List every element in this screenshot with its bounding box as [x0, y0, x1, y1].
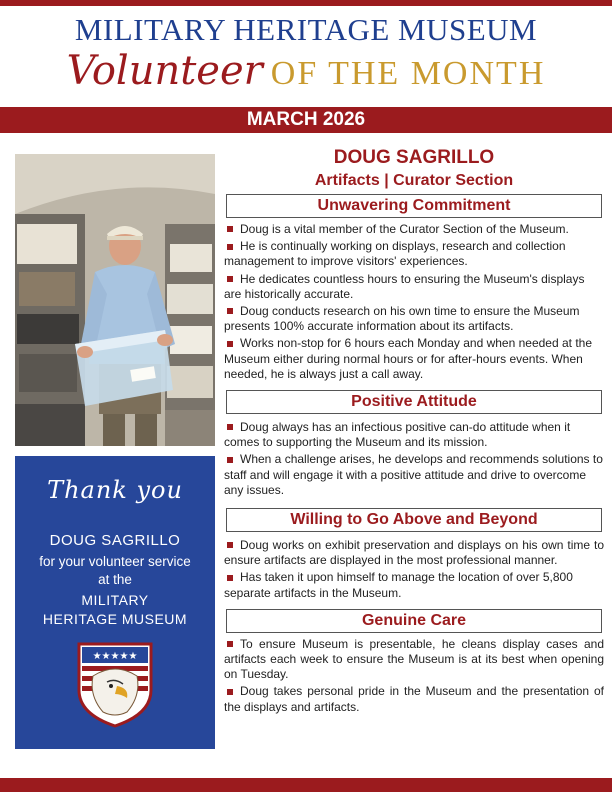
thank-you-line-2: at the — [98, 572, 132, 587]
month-banner — [0, 107, 612, 133]
bullet-item: Works non-stop for 6 hours each Monday and when needed at the Museum either during normal hours or for after-hours events. When needed, he is always just a call away. — [224, 336, 593, 381]
thank-you-museum-line-1: MILITARY — [81, 592, 149, 608]
bullet-square-icon — [227, 575, 233, 581]
section-heading: Willing to Go Above and Beyond — [226, 508, 602, 532]
volunteer-name: DOUG SAGRILLO — [333, 147, 495, 168]
bullet-square-icon — [227, 457, 233, 463]
bullet-item: Doug takes personal pride in the Museum and the presentation of the displays and artifacts. — [224, 684, 604, 714]
thank-you-script: Thank you — [47, 476, 183, 504]
thank-you-name: DOUG SAGRILLO — [49, 532, 181, 549]
program-title-rest: OF THE MONTH — [270, 55, 546, 92]
thank-you-panel — [15, 456, 215, 749]
section-heading: Unwavering Commitment — [226, 194, 602, 218]
bullet-item: Doug works on exhibit preservation and displays on his own time to ensure artifacts are displayed in the most professional manner. — [224, 538, 604, 568]
bullet-item: When a challenge arises, he develops and recommends solutions to staff and will engage it with a positive attitude and drive to overcome any issues. — [224, 452, 603, 497]
bullet-square-icon — [227, 341, 233, 347]
bullet-item: To ensure Museum is presentable, he cleans display cases and artifacts each week to ensure the Museum is at its best when opening on Tuesday. — [224, 636, 604, 682]
bullet-square-icon — [227, 424, 233, 430]
bullet-square-icon — [227, 689, 233, 695]
bullet-item: Doug always has an infectious positive can-do attitude when it comes to supporting the Museum and its mission. — [224, 420, 571, 450]
bullet-item: He is continually working on displays, research and collection management to improve visitors' experiences. — [224, 239, 566, 269]
bullet-square-icon — [227, 226, 233, 232]
section-heading: Positive Attitude — [226, 390, 602, 414]
program-title — [0, 48, 612, 94]
volunteer-photo-illustration — [15, 154, 215, 446]
bottom-accent-bar — [0, 778, 612, 792]
bullet-square-icon — [227, 542, 233, 548]
bullet-item: Doug is a vital member of the Curator Section of the Museum. — [224, 222, 604, 237]
month-label: MARCH 2026 — [246, 109, 366, 130]
bullet-square-icon — [227, 276, 233, 282]
bullet-square-icon — [227, 308, 233, 314]
volunteer-photo — [15, 154, 215, 446]
program-title-script: Volunteer — [66, 48, 263, 94]
bullet-item: He dedicates countless hours to ensuring the Museum's displays are historically accurate. — [224, 271, 585, 301]
bullet-item: Has taken it upon himself to manage the location of over 5,800 separate artifacts in the Museum. — [224, 570, 573, 600]
thank-you-museum-line-2: HERITAGE MUSEUM — [42, 611, 188, 627]
volunteer-role: Artifacts | Curator Section — [314, 172, 514, 189]
bullet-square-icon — [227, 641, 233, 647]
section-heading: Genuine Care — [226, 609, 602, 633]
eagle-shield-logo — [77, 642, 153, 728]
details-column — [224, 146, 604, 717]
museum-title: MILITARY HERITAGE MUSEUM — [74, 12, 538, 47]
bullet-square-icon — [227, 244, 233, 250]
thank-you-line-1: for your volunteer service — [39, 554, 191, 569]
top-accent-bar — [0, 0, 612, 6]
bullet-item: Doug conducts research on his own time to ensure the Museum presents 100% accurate information about its artifacts. — [224, 304, 580, 334]
svg-text:★★★★★: ★★★★★ — [92, 651, 138, 662]
